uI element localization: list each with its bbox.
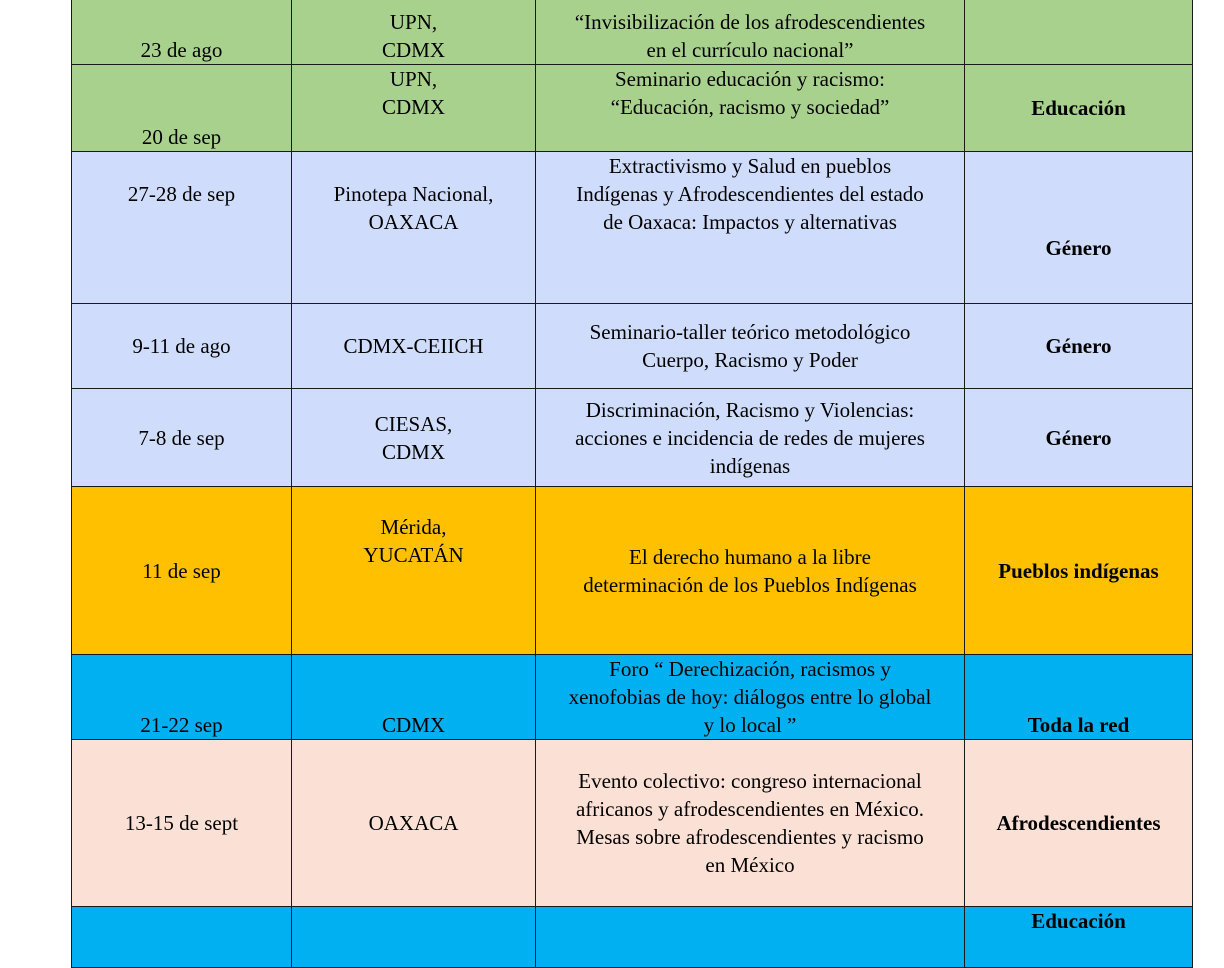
place-text: UPN, — [389, 67, 438, 91]
event-cell — [536, 304, 965, 389]
place-cell — [292, 487, 536, 655]
event-text: en México — [705, 853, 795, 877]
event-text: Seminario-taller teórico metodológico — [589, 320, 911, 344]
event-cell — [536, 65, 965, 152]
area-cell — [965, 304, 1193, 389]
area-text: Afrodescendientes — [996, 811, 1161, 835]
area-text: Pueblos indígenas — [998, 558, 1159, 583]
date-text: 20 de sep — [141, 125, 222, 149]
place-text: CDMX-CEIICH — [343, 334, 484, 358]
area-text: Toda la red — [1027, 713, 1130, 737]
date-cell — [72, 65, 292, 152]
date-cell — [72, 152, 292, 304]
area-cell — [965, 0, 1193, 65]
place-text: CDMX — [381, 713, 445, 737]
event-text: Evento colectivo: congreso internacional — [578, 769, 922, 793]
date-cell — [72, 0, 292, 65]
event-text: Mesas sobre afrodescendientes y racismo — [576, 825, 924, 849]
date-text: 9-11 de ago — [132, 334, 231, 358]
area-cell — [965, 740, 1193, 907]
event-cell — [536, 0, 965, 65]
place-text: UPN, — [389, 10, 438, 34]
table-row — [72, 740, 1193, 907]
date-text: 13-15 de sept — [124, 811, 239, 835]
place-cell — [292, 740, 536, 907]
event-cell — [536, 487, 965, 655]
place-text: CIESAS, — [374, 411, 453, 436]
date-text: 21-22 sep — [140, 713, 223, 737]
table-row — [72, 304, 1193, 389]
area-text: Educación — [1031, 909, 1126, 933]
event-cell — [536, 740, 965, 907]
table-row — [72, 907, 1193, 968]
area-text: Género — [1045, 334, 1112, 358]
place-text: CDMX — [381, 95, 445, 119]
place-cell — [292, 655, 536, 740]
event-text: africanos y afrodescendientes en México. — [575, 797, 925, 821]
area-cell — [965, 152, 1193, 304]
place-text: CDMX — [381, 439, 445, 464]
date-text: 27-28 de sep — [127, 182, 236, 206]
event-text: de Oaxaca: Impactos y alternativas — [603, 210, 897, 234]
table-row — [72, 152, 1193, 304]
place-text: OAXACA — [368, 210, 459, 234]
place-text: Mérida, — [380, 515, 447, 539]
event-text: Discriminación, Racismo y Violencias: — [585, 397, 915, 422]
event-cell — [536, 907, 965, 968]
area-text: Educación — [1031, 96, 1126, 120]
place-text: OAXACA — [368, 811, 459, 835]
event-text: Extractivismo y Salud en pueblos — [608, 154, 892, 178]
area-text: Género — [1045, 235, 1112, 260]
place-cell — [292, 152, 536, 304]
event-text: determinación de los Pueblos Indígenas — [583, 572, 917, 597]
date-text: 11 de sep — [142, 558, 221, 583]
place-text: CDMX — [381, 38, 445, 62]
date-cell — [72, 304, 292, 389]
date-cell — [72, 487, 292, 655]
place-cell — [292, 304, 536, 389]
events-table — [71, 0, 1193, 968]
table-row — [72, 65, 1193, 152]
event-text: y lo local ” — [703, 713, 797, 737]
place-cell — [292, 0, 536, 65]
date-cell — [72, 740, 292, 907]
area-cell — [965, 655, 1193, 740]
date-text: 7-8 de sep — [138, 425, 225, 450]
place-cell — [292, 389, 536, 487]
event-text: Indígenas y Afrodescendientes del estado — [576, 182, 924, 206]
event-text: xenofobias de hoy: diálogos entre lo global — [568, 685, 932, 709]
date-cell — [72, 655, 292, 740]
date-cell — [72, 389, 292, 487]
event-text: indígenas — [709, 453, 791, 478]
place-text: Pinotepa Nacional, — [333, 182, 494, 206]
event-text: Seminario educación y racismo: — [615, 67, 885, 91]
event-text: “Invisibilización de los afrodescendientes — [574, 10, 926, 34]
area-text — [971, 0, 1186, 1]
event-text: “Educación, racismo y sociedad” — [610, 95, 890, 119]
event-cell — [536, 389, 965, 487]
table-row — [72, 389, 1193, 487]
event-text: en el currículo nacional” — [646, 38, 854, 62]
area-cell — [965, 907, 1193, 968]
date-cell — [72, 907, 292, 968]
event-text: Foro “ Derechización, racismos y — [609, 657, 891, 681]
area-text: Género — [1045, 425, 1112, 450]
date-text: 23 de ago — [140, 38, 223, 62]
event-text: Cuerpo, Racismo y Poder — [642, 348, 858, 372]
event-text: acciones e incidencia de redes de mujeres — [575, 425, 925, 450]
event-cell — [536, 655, 965, 740]
table-row — [72, 0, 1193, 65]
place-cell — [292, 65, 536, 152]
area-cell — [965, 389, 1193, 487]
event-cell — [536, 152, 965, 304]
place-text: YUCATÁN — [363, 543, 464, 567]
events-table-body — [72, 0, 1193, 968]
area-cell — [965, 487, 1193, 655]
place-cell — [292, 907, 536, 968]
area-cell — [965, 65, 1193, 152]
table-row — [72, 487, 1193, 655]
event-text: El derecho humano a la libre — [629, 544, 871, 569]
table-row — [72, 655, 1193, 740]
